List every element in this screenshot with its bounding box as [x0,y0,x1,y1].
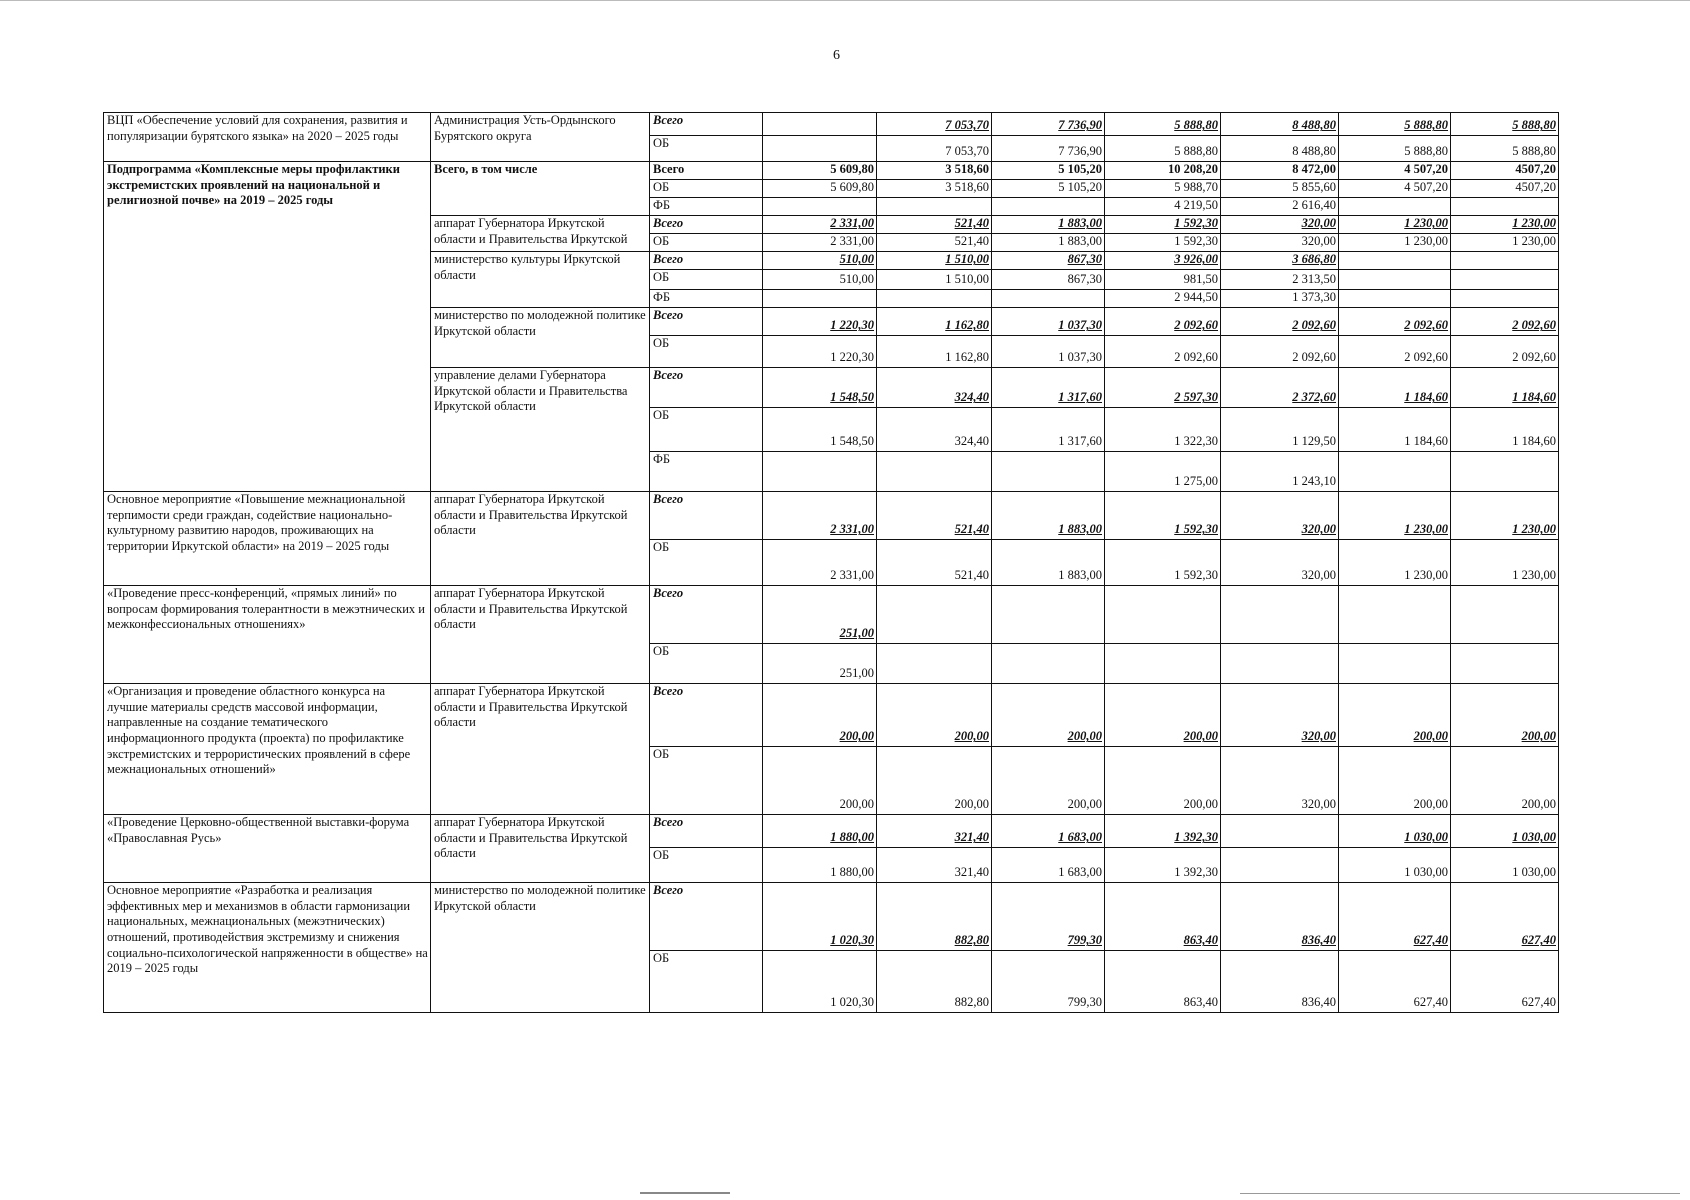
funding-source-label: Всего [650,492,763,540]
amount-cell: 200,00 [1339,747,1451,815]
item-executor: аппарат Губернатора Иркутской области и Правительства Иркутской области [431,492,650,586]
amount-cell [877,644,992,684]
table-row [104,113,1559,136]
amount-cell: 2 313,50 [1221,270,1339,290]
scan-edge-top [0,0,1690,1]
amount-cell: 1 883,00 [992,216,1105,234]
amount-cell [877,586,992,644]
funding-source-label: ФБ [650,198,763,216]
amount-cell [877,452,992,492]
amount-cell: 320,00 [1221,216,1339,234]
funding-source-label: Всего [650,252,763,270]
amount-cell [1451,586,1559,644]
amount-cell: 320,00 [1221,492,1339,540]
amount-cell: 1 030,00 [1451,848,1559,883]
amount-cell: 5 609,80 [763,180,877,198]
amount-cell: 1 020,30 [763,883,877,951]
amount-cell: 1 230,00 [1451,234,1559,252]
item-name: Основное мероприятие «Повышение межнациональной терпимости среди граждан, содействие национально-культурному развитию народов, проживающих на территории Иркутской области» на 2019 – 2025 годы [104,492,431,586]
amount-cell [992,198,1105,216]
amount-cell: 1 392,30 [1105,848,1221,883]
amount-cell [1221,815,1339,848]
amount-cell: 863,40 [1105,883,1221,951]
amount-cell: 7 053,70 [877,136,992,162]
amount-cell: 324,40 [877,408,992,452]
funding-source-label: ОБ [650,951,763,1013]
funding-source-label: Всего [650,216,763,234]
amount-cell [1339,644,1451,684]
amount-cell: 1 883,00 [992,492,1105,540]
table-row [104,883,1559,951]
amount-cell [1451,290,1559,308]
amount-cell: 4507,20 [1451,162,1559,180]
amount-cell [1451,270,1559,290]
funding-source-label: ОБ [650,336,763,368]
amount-cell [763,452,877,492]
funding-source-label: ОБ [650,408,763,452]
amount-cell: 799,30 [992,883,1105,951]
amount-cell: 5 888,80 [1339,113,1451,136]
item-name: «Проведение пресс-конференций, «прямых линий» по вопросам формирования толерантности в межэтнических и межконфессиональных отношениях» [104,586,431,684]
amount-cell [1105,586,1221,644]
amount-cell: 2 092,60 [1105,336,1221,368]
scan-edge-bottom-left [640,1192,730,1194]
amount-cell: 1 548,50 [763,368,877,408]
amount-cell: 5 988,70 [1105,180,1221,198]
amount-cell [992,290,1105,308]
amount-cell: 2 092,60 [1339,336,1451,368]
amount-cell: 627,40 [1451,883,1559,951]
amount-cell: 1 683,00 [992,815,1105,848]
amount-cell: 320,00 [1221,684,1339,747]
amount-cell: 251,00 [763,644,877,684]
budget-table [103,112,1559,1013]
amount-cell: 1 020,30 [763,951,877,1013]
funding-source-label: ОБ [650,180,763,198]
amount-cell [1221,644,1339,684]
amount-cell: 5 855,60 [1221,180,1339,198]
amount-cell: 1 220,30 [763,308,877,336]
table-row [104,815,1559,848]
amount-cell: 320,00 [1221,234,1339,252]
item-name: Основное мероприятие «Разработка и реализация эффективных мер и механизмов в области гармонизации национальных, межнациональных (межэтнических) отношений, противодействия экстремизму и снижения социально-психологической напряженности в обществе» на 2019 – 2025 годы [104,883,431,1013]
amount-cell: 8 488,80 [1221,136,1339,162]
funding-source-label: ОБ [650,234,763,252]
item-name: «Организация и проведение областного конкурса на лучшие материалы средств массовой информации, направленные на создание тематического информационного продукта (проекта) по профилактике экстремистских и террористических проявлений в сфере межнациональных отношений» [104,684,431,815]
amount-cell: 1 275,00 [1105,452,1221,492]
amount-cell: 1 230,00 [1339,540,1451,586]
amount-cell: 200,00 [763,684,877,747]
amount-cell: 867,30 [992,270,1105,290]
amount-cell: 1 592,30 [1105,216,1221,234]
amount-cell: 2 092,60 [1339,308,1451,336]
amount-cell: 3 518,60 [877,180,992,198]
amount-cell: 8 472,00 [1221,162,1339,180]
table-row [104,586,1559,644]
amount-cell: 1 230,00 [1339,216,1451,234]
amount-cell [763,136,877,162]
amount-cell: 1 220,30 [763,336,877,368]
item-name: ВЦП «Обеспечение условий для сохранения, развития и популяризации бурятского языка» на 2020 – 2025 годы [104,113,431,162]
amount-cell: 2 331,00 [763,492,877,540]
amount-cell: 321,40 [877,848,992,883]
amount-cell [992,586,1105,644]
amount-cell [1339,270,1451,290]
amount-cell: 1 880,00 [763,815,877,848]
amount-cell [1339,290,1451,308]
amount-cell: 836,40 [1221,883,1339,951]
scan-edge-bottom-right [1240,1193,1680,1194]
amount-cell [1339,252,1451,270]
amount-cell: 324,40 [877,368,992,408]
amount-cell [877,290,992,308]
amount-cell: 867,30 [992,252,1105,270]
amount-cell: 521,40 [877,492,992,540]
amount-cell: 2 944,50 [1105,290,1221,308]
table-row [104,162,1559,180]
amount-cell: 1 230,00 [1339,234,1451,252]
item-executor: министерство по молодежной политике Иркутской области [431,308,650,368]
amount-cell: 510,00 [763,270,877,290]
amount-cell: 2 372,60 [1221,368,1339,408]
amount-cell: 320,00 [1221,540,1339,586]
item-executor: управление делами Губернатора Иркутской области и Правительства Иркутской области [431,368,650,492]
amount-cell: 1 317,60 [992,408,1105,452]
amount-cell: 3 926,00 [1105,252,1221,270]
page-number: 6 [833,48,840,63]
amount-cell: 200,00 [1451,684,1559,747]
amount-cell: 1 683,00 [992,848,1105,883]
amount-cell: 251,00 [763,586,877,644]
amount-cell: 627,40 [1339,951,1451,1013]
funding-source-label: Всего [650,586,763,644]
table-body [104,113,1559,1013]
funding-source-label: Всего [650,815,763,848]
amount-cell: 2 616,40 [1221,198,1339,216]
amount-cell [763,113,877,136]
amount-cell: 2 331,00 [763,540,877,586]
funding-source-label: Всего [650,883,763,951]
amount-cell: 4 507,20 [1339,180,1451,198]
funding-source-label: ФБ [650,452,763,492]
amount-cell [1339,586,1451,644]
item-name: «Проведение Церковно-общественной выставки-форума «Православная Русь» [104,815,431,883]
amount-cell: 1 230,00 [1339,492,1451,540]
amount-cell: 4 219,50 [1105,198,1221,216]
item-executor: аппарат Губернатора Иркутской области и Правительства Иркутской [431,216,650,252]
amount-cell: 5 888,80 [1105,136,1221,162]
amount-cell: 1 184,60 [1451,368,1559,408]
amount-cell: 1 162,80 [877,308,992,336]
amount-cell: 5 888,80 [1451,113,1559,136]
item-executor: министерство по молодежной политике Иркутской области [431,883,650,1013]
amount-cell: 200,00 [1105,684,1221,747]
amount-cell: 200,00 [1339,684,1451,747]
item-executor: аппарат Губернатора Иркутской области и Правительства Иркутской области [431,815,650,883]
item-executor: министерство культуры Иркутской области [431,252,650,308]
amount-cell: 321,40 [877,815,992,848]
amount-cell: 882,80 [877,951,992,1013]
item-executor: Администрация Усть-Ордынского Бурятского округа [431,113,650,162]
amount-cell: 1 592,30 [1105,234,1221,252]
item-name: Подпрограмма «Комплексные меры профилактики экстремистских проявлений на национальной и религиозной почве» на 2019 – 2025 годы [104,162,431,492]
amount-cell: 1 162,80 [877,336,992,368]
amount-cell: 1 510,00 [877,252,992,270]
amount-cell: 1 230,00 [1451,216,1559,234]
amount-cell: 5 609,80 [763,162,877,180]
amount-cell: 1 317,60 [992,368,1105,408]
amount-cell: 5 888,80 [1339,136,1451,162]
amount-cell: 2 092,60 [1221,336,1339,368]
table-row [104,492,1559,540]
amount-cell: 200,00 [1451,747,1559,815]
amount-cell [992,452,1105,492]
funding-source-label: ОБ [650,747,763,815]
amount-cell: 4 507,20 [1339,162,1451,180]
amount-cell: 521,40 [877,216,992,234]
amount-cell: 1 548,50 [763,408,877,452]
amount-cell: 5 105,20 [992,162,1105,180]
amount-cell: 1 592,30 [1105,492,1221,540]
item-executor: аппарат Губернатора Иркутской области и Правительства Иркутской области [431,684,650,815]
amount-cell [763,198,877,216]
amount-cell: 200,00 [763,747,877,815]
amount-cell: 1 510,00 [877,270,992,290]
funding-source-label: Всего [650,162,763,180]
funding-source-label: ФБ [650,290,763,308]
amount-cell: 981,50 [1105,270,1221,290]
funding-source-label: Всего [650,113,763,136]
amount-cell: 1 392,30 [1105,815,1221,848]
amount-cell: 627,40 [1451,951,1559,1013]
amount-cell: 5 888,80 [1451,136,1559,162]
amount-cell: 1 883,00 [992,234,1105,252]
amount-cell: 2 092,60 [1451,336,1559,368]
amount-cell: 1 243,10 [1221,452,1339,492]
amount-cell: 1 030,00 [1339,848,1451,883]
amount-cell: 1 184,60 [1451,408,1559,452]
funding-source-label: ОБ [650,848,763,883]
amount-cell [877,198,992,216]
amount-cell: 4507,20 [1451,180,1559,198]
amount-cell: 1 037,30 [992,336,1105,368]
amount-cell: 1 322,30 [1105,408,1221,452]
amount-cell: 1 880,00 [763,848,877,883]
amount-cell: 1 037,30 [992,308,1105,336]
amount-cell: 2 597,30 [1105,368,1221,408]
amount-cell: 1 373,30 [1221,290,1339,308]
funding-source-label: ОБ [650,270,763,290]
amount-cell: 1 592,30 [1105,540,1221,586]
amount-cell: 7 736,90 [992,136,1105,162]
amount-cell: 882,80 [877,883,992,951]
amount-cell: 2 092,60 [1105,308,1221,336]
funding-source-label: Всего [650,308,763,336]
amount-cell: 799,30 [992,951,1105,1013]
amount-cell: 521,40 [877,234,992,252]
amount-cell: 7 053,70 [877,113,992,136]
table-row [104,684,1559,747]
amount-cell: 863,40 [1105,951,1221,1013]
amount-cell: 1 129,50 [1221,408,1339,452]
amount-cell: 200,00 [877,684,992,747]
amount-cell: 510,00 [763,252,877,270]
amount-cell: 1 184,60 [1339,368,1451,408]
amount-cell: 3 686,80 [1221,252,1339,270]
amount-cell [1451,452,1559,492]
amount-cell [992,644,1105,684]
funding-source-label: ОБ [650,644,763,684]
amount-cell: 2 331,00 [763,234,877,252]
amount-cell [1221,586,1339,644]
amount-cell: 1 030,00 [1451,815,1559,848]
amount-cell: 200,00 [1105,747,1221,815]
amount-cell: 1 230,00 [1451,492,1559,540]
amount-cell: 2 331,00 [763,216,877,234]
amount-cell: 836,40 [1221,951,1339,1013]
amount-cell: 10 208,20 [1105,162,1221,180]
item-executor: аппарат Губернатора Иркутской области и Правительства Иркутской области [431,586,650,684]
amount-cell [1339,198,1451,216]
funding-source-label: ОБ [650,136,763,162]
funding-source-label: Всего [650,368,763,408]
amount-cell [763,290,877,308]
amount-cell: 200,00 [992,684,1105,747]
amount-cell: 1 883,00 [992,540,1105,586]
amount-cell [1451,252,1559,270]
funding-source-label: ОБ [650,540,763,586]
amount-cell [1105,644,1221,684]
amount-cell: 627,40 [1339,883,1451,951]
amount-cell: 1 230,00 [1451,540,1559,586]
amount-cell [1221,848,1339,883]
amount-cell: 2 092,60 [1451,308,1559,336]
amount-cell [1451,644,1559,684]
amount-cell: 200,00 [877,747,992,815]
amount-cell: 2 092,60 [1221,308,1339,336]
amount-cell: 7 736,90 [992,113,1105,136]
funding-source-label: Всего [650,684,763,747]
amount-cell: 1 184,60 [1339,408,1451,452]
amount-cell: 5 888,80 [1105,113,1221,136]
amount-cell [1451,198,1559,216]
amount-cell: 320,00 [1221,747,1339,815]
amount-cell: 8 488,80 [1221,113,1339,136]
amount-cell: 3 518,60 [877,162,992,180]
amount-cell: 521,40 [877,540,992,586]
amount-cell: 5 105,20 [992,180,1105,198]
item-executor: Всего, в том числе [431,162,650,216]
amount-cell: 200,00 [992,747,1105,815]
amount-cell: 1 030,00 [1339,815,1451,848]
amount-cell [1339,452,1451,492]
